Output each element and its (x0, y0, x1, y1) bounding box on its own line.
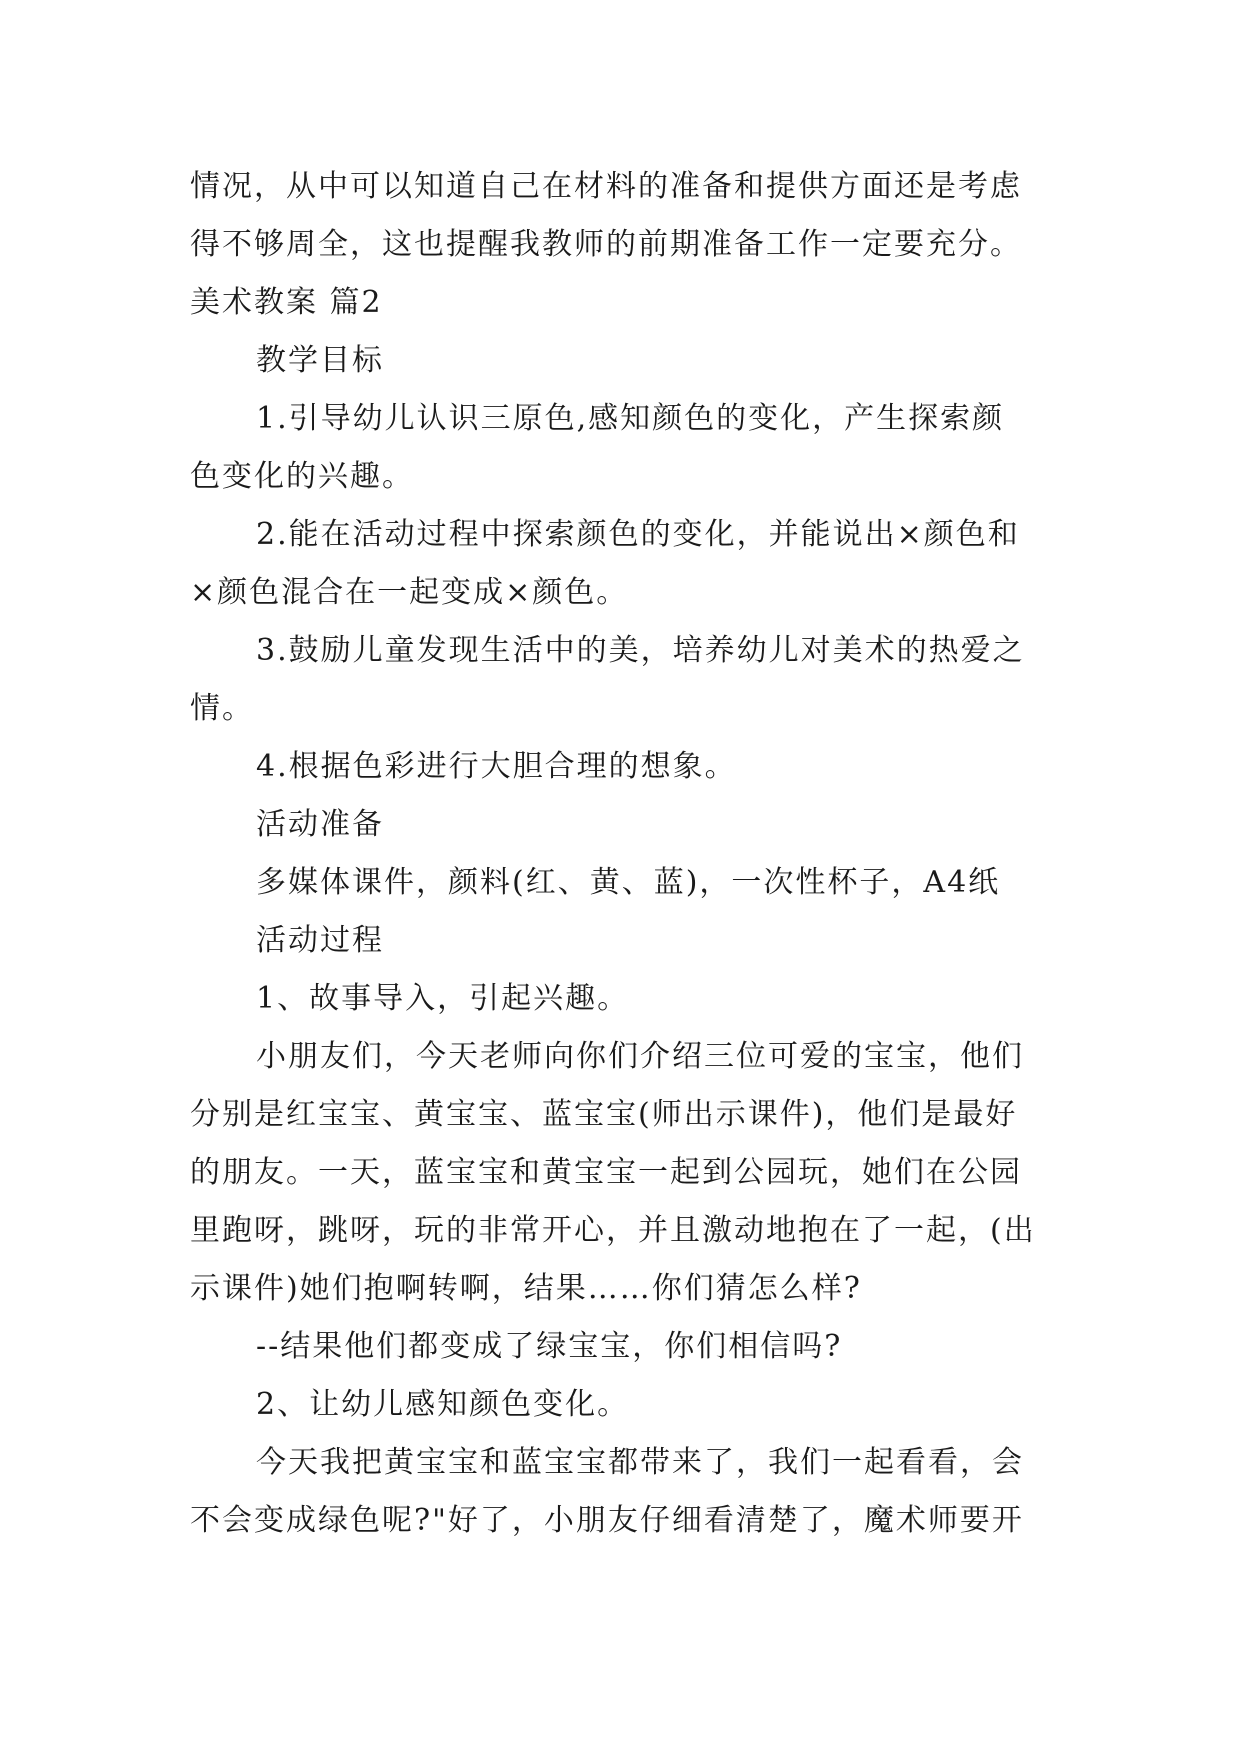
subheading-process: 活动过程 (256, 923, 384, 958)
section-heading: 美术教案 篇2 (190, 285, 383, 320)
document-body (190, 158, 1070, 1550)
text-line: 3.鼓励儿童发现生活中的美，培养幼儿对美术的热爱之 (256, 633, 1025, 668)
text-line: 情况，从中可以知道自己在材料的准备和提供方面还是考虑 (190, 169, 1022, 204)
text-line: 不会变成绿色呢?"好了，小朋友仔细看清楚了，魔术师要开 (190, 1503, 1024, 1538)
text-line: 2、让幼儿感知颜色变化。 (256, 1387, 630, 1422)
text-line: 得不够周全，这也提醒我教师的前期准备工作一定要充分。 (190, 227, 1022, 262)
text-line: 1、故事导入，引起兴趣。 (256, 981, 630, 1016)
text-line: 里跑呀，跳呀，玩的非常开心，并且激动地抱在了一起，(出 (190, 1213, 1036, 1248)
text-line: ×颜色混合在一起变成×颜色。 (190, 575, 629, 610)
text-line: 小朋友们，今天老师向你们介绍三位可爱的宝宝，他们 (256, 1039, 1024, 1074)
text-line: 2.能在活动过程中探索颜色的变化，并能说出×颜色和 (256, 517, 1020, 552)
text-line: --结果他们都变成了绿宝宝，你们相信吗? (256, 1329, 843, 1364)
text-line: 示课件)她们抱啊转啊，结果……你们猜怎么样? (190, 1271, 862, 1306)
text-line: 1.引导幼儿认识三原色,感知颜色的变化，产生探索颜 (256, 401, 1005, 436)
text-line: 多媒体课件，颜料(红、黄、蓝)，一次性杯子，A4纸 (256, 865, 1001, 900)
text-line: 今天我把黄宝宝和蓝宝宝都带来了，我们一起看看，会 (256, 1445, 1024, 1480)
text-line: 4.根据色彩进行大胆合理的想象。 (256, 749, 737, 784)
text-line: 的朋友。一天，蓝宝宝和黄宝宝一起到公园玩，她们在公园 (190, 1155, 1022, 1190)
text-line: 分别是红宝宝、黄宝宝、蓝宝宝(师出示课件)，他们是最好 (190, 1097, 1018, 1132)
subheading-preparation: 活动准备 (256, 807, 384, 842)
text-line: 色变化的兴趣。 (190, 459, 414, 494)
subheading-teaching-goals: 教学目标 (256, 343, 384, 378)
text-line: 情。 (190, 691, 254, 726)
